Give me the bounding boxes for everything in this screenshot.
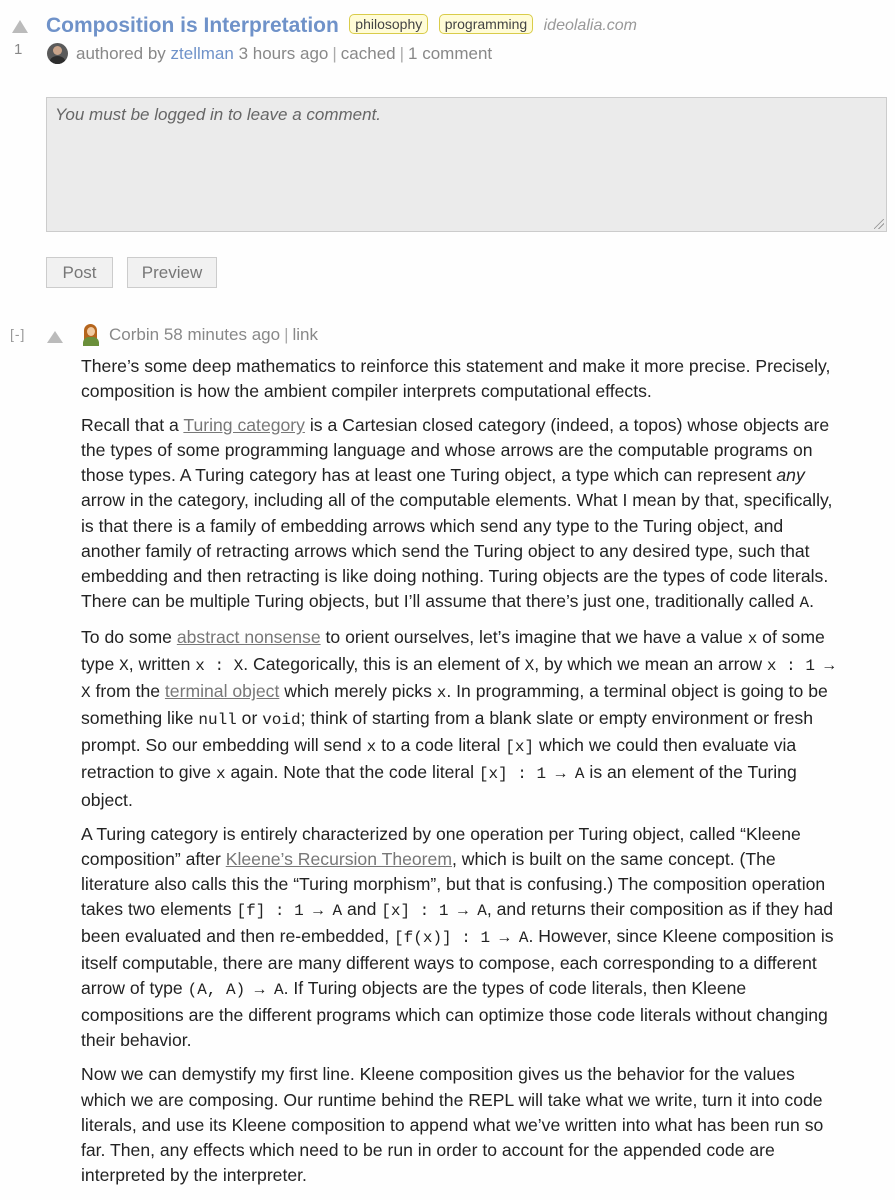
terminal-object-link[interactable]: terminal object <box>164 681 280 702</box>
cached-link[interactable]: cached <box>340 43 396 63</box>
comment-paragraph: Recall that a Turing category is a Cartesian closed category (indeed, a topos) whose objects are the types of some programming language and whose arrows are the computable programs on those types. A Turing category has at least one Turing object, a type which can represent any arrow in the category, including all of the computable elements. What I mean by that, specifically, is that there is a family of embedding arrows which send any type to the Turing object, and another family of retracting arrows which send the Turing object to any desired type, such that embedding and then retracting is like doing nothing. Turing objects are the types of code literals. There can be multiple Turing objects, but I’ll assume that there’s just one, traditionally called A. <box>81 415 833 612</box>
comment-author-link[interactable]: Corbin <box>109 325 160 344</box>
post-button[interactable]: Post <box>46 257 113 288</box>
comments-link[interactable]: 1 comment <box>408 43 493 63</box>
upvote-arrow-icon[interactable] <box>12 20 28 33</box>
comment-textarea[interactable] <box>46 97 887 232</box>
separator: | <box>332 43 337 63</box>
tag-programming[interactable]: programming <box>439 14 533 34</box>
separator: | <box>399 43 405 63</box>
kleene-recursion-theorem-link[interactable]: Kleene’s Recursion Theorem <box>225 848 452 869</box>
story-time: 3 hours ago <box>238 43 329 63</box>
comment-meta <box>81 324 318 346</box>
author-link[interactable]: ztellman <box>170 43 234 63</box>
comment-paragraph: Now we can demystify my first line. Kleene composition gives us the behavior for the values which we are composing. Our runtime behind the REPL will take what we write, turn it into code literals, and use its Kleene composition to append what we’ve written into what has been run so far. Then, any effects which need to be run in order to account for the appended code are interpreted by the interpreter. <box>81 1064 824 1185</box>
comment-time: 58 minutes ago <box>163 325 281 344</box>
story-byline <box>47 43 492 64</box>
story-title-link[interactable]: Composition is Interpretation <box>46 14 339 37</box>
tag-philosophy[interactable]: philosophy <box>349 14 428 34</box>
story-title-line <box>46 14 637 38</box>
collapse-toggle[interactable]: [-] <box>10 326 26 342</box>
comment-paragraph: A Turing category is entirely characterized by one operation per Turing object, called “Kleene composition” after Kleene’s Recursion Theorem, which is built on the same concept. (The literature also calls this the “Turing morphism”, but that is confusing.) The composition operation takes two elements [f] : 1 → A and [x] : 1 → A, and returns their composition as if they had been evaluated and then re-embedded, [f(x)] : 1 → A. However, since Kleene composition is itself computable, there are many different ways to compose, each corresponding to a different arrow of type (A, A) → A. If Turing objects are the types of code literals, then Kleene compositions are the different programs which can optimize those code literals without changing their behavior. <box>81 823 834 1051</box>
comment-paragraph: There’s some deep mathematics to reinforce this statement and make it more precise. Precisely, composition is how the ambient compiler interprets computational effects. <box>81 356 831 402</box>
byline-prefix: authored by <box>76 43 166 63</box>
comment-placeholder: You must be logged in to leave a comment. <box>55 105 382 124</box>
comment-permalink[interactable]: link <box>292 325 319 344</box>
separator: | <box>284 325 289 344</box>
resize-grip-icon[interactable] <box>874 219 884 229</box>
preview-button[interactable]: Preview <box>127 257 217 288</box>
comment-upvote-arrow-icon[interactable] <box>47 331 63 343</box>
story-score: 1 <box>14 41 23 58</box>
story-header <box>0 0 895 80</box>
avatar[interactable] <box>81 324 101 346</box>
avatar[interactable] <box>47 43 68 64</box>
abstract-nonsense-link[interactable]: abstract nonsense <box>176 626 321 647</box>
comment-paragraph: To do some abstract nonsense to orient ourselves, let’s imagine that we have a value x of some type X, written x : X. Categorically, this is an element of X, by which we mean an arrow x : 1 → X from the terminal object which merely picks x. In programming, a terminal object is going to be something like null or void; think of starting from a blank slate or empty environment or fresh prompt. So our embedding will send x to a code literal [x] which we could then evaluate via retraction to give x again. Note that the code literal [x] : 1 → A is an element of the Turing object. <box>81 626 835 810</box>
comment-body <box>81 354 841 1197</box>
story-domain[interactable]: ideolalia.com <box>543 17 638 34</box>
turing-category-link[interactable]: Turing category <box>183 415 305 436</box>
